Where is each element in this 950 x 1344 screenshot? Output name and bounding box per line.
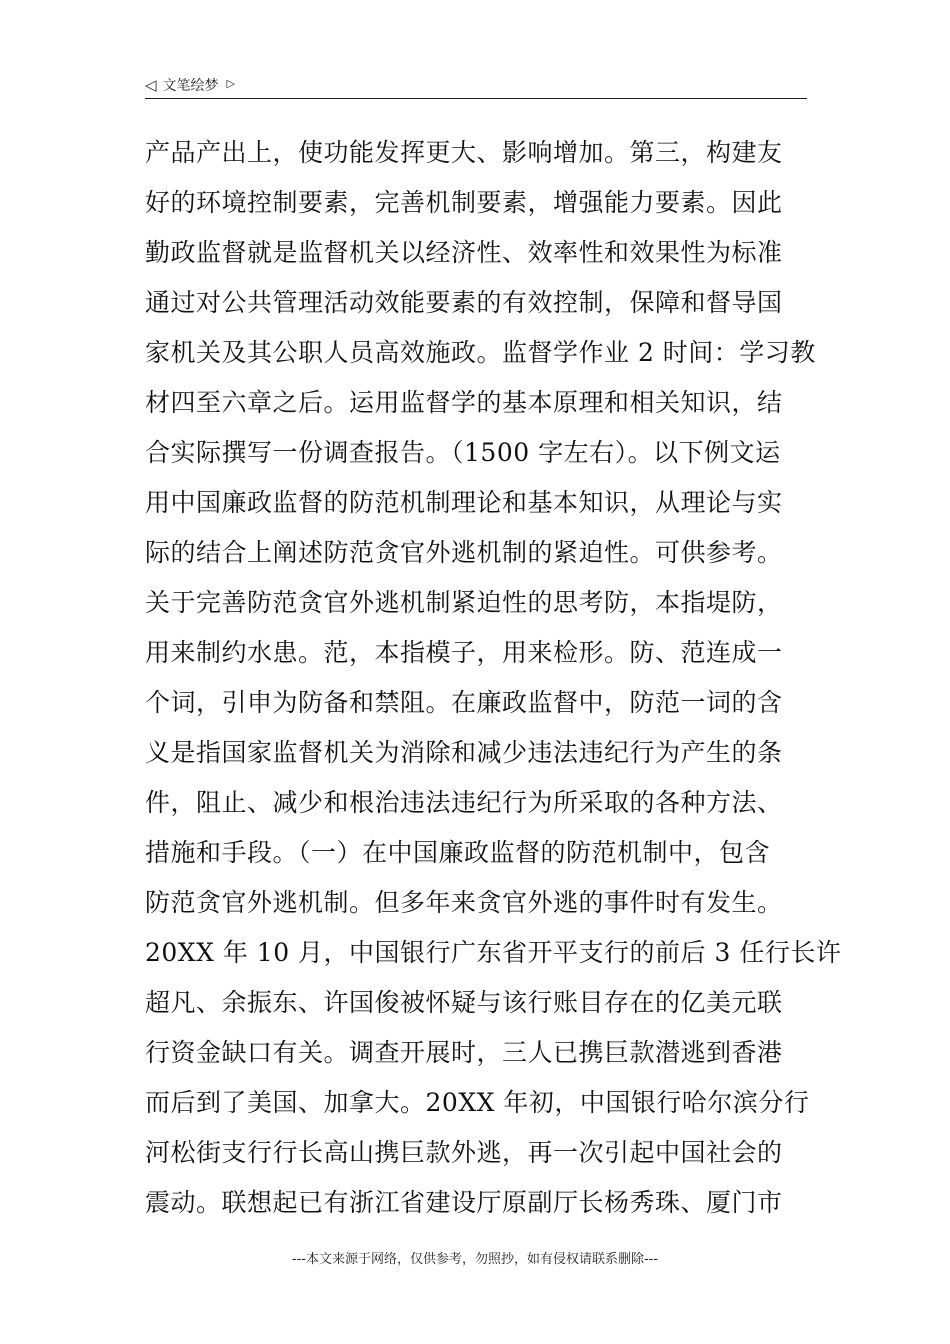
body-line: 用来制约水患。范，本指模子，用来检形。防、范连成一 bbox=[145, 638, 783, 667]
page-footer: ---本文来源于网络，仅供参考，勿照抄，如有侵权请联系删除--- bbox=[291, 1252, 659, 1267]
body-line: 产品产出上，使功能发挥更大、影响增加。第三，构建友 bbox=[145, 138, 783, 167]
body-line: 通过对公共管理活动效能要素的有效控制，保障和督导国 bbox=[145, 288, 783, 317]
body-line: 而后到了美国、加拿大。20XX 年初，中国银行哈尔滨分行 bbox=[145, 1088, 810, 1117]
body-line: 家机关及其公职人员高效施政。监督学作业 2 时间：学习教 bbox=[145, 338, 816, 367]
document-body bbox=[145, 128, 842, 1228]
triangle-right-icon: ▷ bbox=[226, 76, 236, 90]
body-line: 行资金缺口有关。调查开展时，三人已携巨款潜逃到香港 bbox=[145, 1038, 783, 1067]
body-line: 防范贪官外逃机制。但多年来贪官外逃的事件时有发生。 bbox=[145, 888, 783, 917]
body-line: 措施和手段。（一）在中国廉政监督的防范机制中，包含 bbox=[145, 838, 771, 867]
body-line: 际的结合上阐述防范贪官外逃机制的紧迫性。可供参考。 bbox=[145, 538, 783, 567]
body-line: 超凡、余振东、许国俊被怀疑与该行账目存在的亿美元联 bbox=[145, 988, 783, 1017]
header-divider bbox=[145, 98, 807, 99]
body-line: 关于完善防范贪官外逃机制紧迫性的思考防，本指堤防， bbox=[145, 588, 783, 617]
body-line: 材四至六章之后。运用监督学的基本原理和相关知识，结 bbox=[145, 388, 783, 417]
body-line: 用中国廉政监督的防范机制理论和基本知识，从理论与实 bbox=[145, 488, 783, 517]
body-line: 震动。联想起已有浙江省建设厅原副厅长杨秀珠、厦门市 bbox=[145, 1188, 783, 1217]
body-line: 合实际撰写一份调查报告。（1500 字左右）。以下例文运 bbox=[145, 438, 781, 467]
triangle-left-icon: ◁ bbox=[145, 75, 157, 94]
body-line: 义是指国家监督机关为消除和减少违法违纪行为产生的条 bbox=[145, 738, 783, 767]
body-line: 件，阻止、减少和根治违法违纪行为所采取的各种方法、 bbox=[145, 788, 783, 817]
page-header bbox=[145, 74, 807, 96]
body-line: 20XX 年 10 月，中国银行广东省开平支行的前后 3 任行长许 bbox=[145, 938, 842, 967]
body-line: 勤政监督就是监督机关以经济性、效率性和效果性为标准 bbox=[145, 238, 783, 267]
header-title: 文笔绘梦 bbox=[162, 78, 219, 94]
body-line: 河松街支行行长高山携巨款外逃，再一次引起中国社会的 bbox=[145, 1138, 783, 1167]
body-line: 个词，引申为防备和禁阻。在廉政监督中，防范一词的含 bbox=[145, 688, 783, 717]
body-line: 好的环境控制要素，完善机制要素，增强能力要素。因此 bbox=[145, 188, 783, 217]
